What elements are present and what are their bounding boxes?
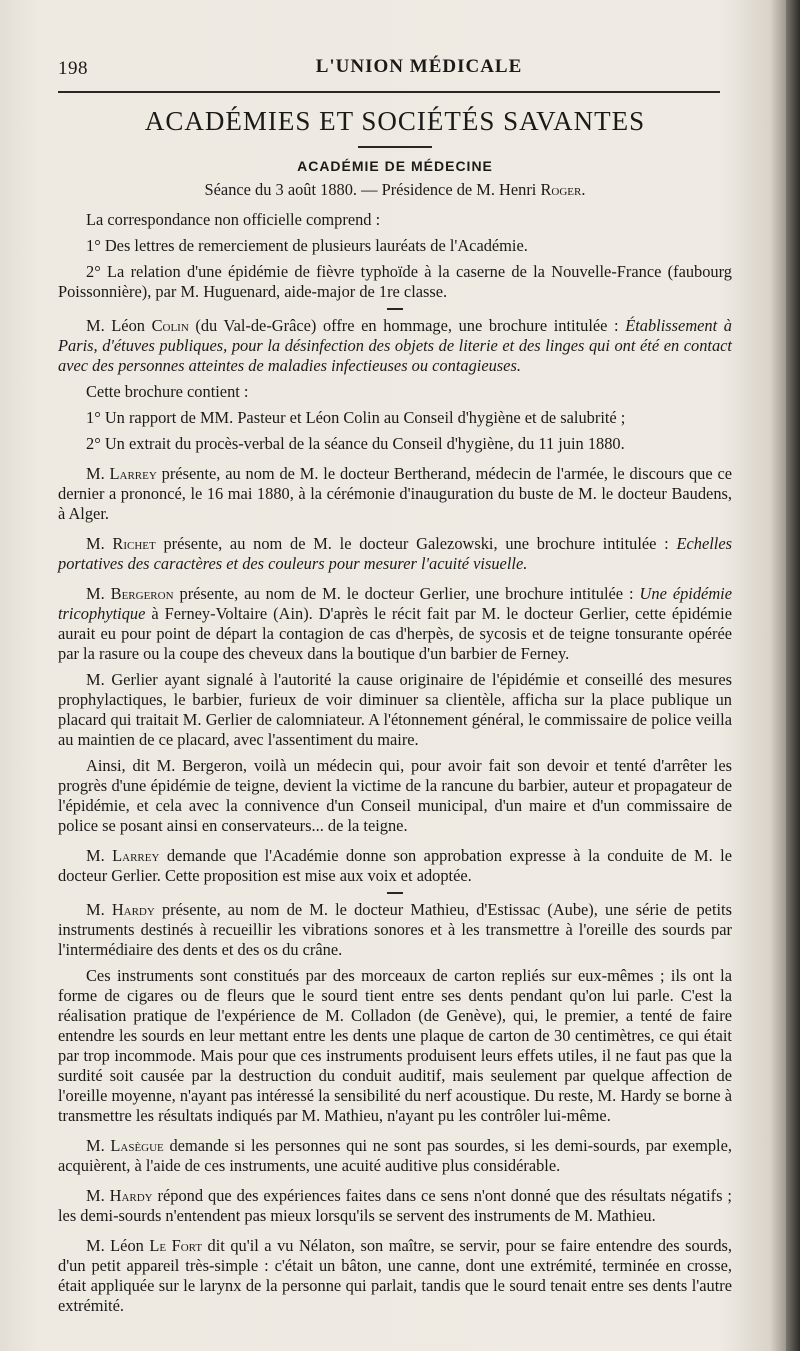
brochure-title: Une épidémie tricophytique: [58, 584, 732, 623]
section-title: ACADÉMIES ET SOCIÉTÉS SAVANTES: [144, 106, 646, 136]
subsection-title: ACADÉMIE DE MÉDECINE: [297, 158, 493, 174]
speaker-name: Bergeron: [110, 584, 174, 603]
speaker-name: Richet: [112, 534, 156, 553]
speaker-name: Lasègue: [110, 1136, 164, 1155]
article-body: [58, 98, 732, 1322]
text: M.: [86, 900, 112, 919]
text: M.: [86, 534, 113, 553]
speaker-name: Le Fort: [149, 1236, 203, 1255]
text: M.: [86, 1136, 111, 1155]
separator-rule: [387, 308, 403, 310]
text: M. Léon: [86, 1236, 150, 1255]
speaker-name: Larrey: [109, 464, 157, 483]
text: présente, au nom de M. le docteur Mathieu, d'Estissac (Aube), une série de petits instruments destinés à recueillir les vibrations sonores et à les transmettre à l'oreille des sourds par l'intermédiaire des dents et des os du crâne.: [58, 900, 732, 959]
speaker-name: Colin: [151, 316, 189, 335]
speaker-name: Larrey: [112, 846, 160, 865]
text: présente, au nom de M. le docteur Galezowski, une brochure intitulée :: [155, 534, 677, 553]
title-rule: [358, 146, 432, 148]
paragraph-le-fort: [58, 1236, 732, 1316]
paragraph-item-rapport: 1° Un rapport de MM. Pasteur et Léon Colin au Conseil d'hygiène et de salubrité ;: [86, 408, 626, 427]
text: répond que des expériences faites dans ce sens n'ont donné que des résultats négatifs ; les demi-sourds n'entendent pas mieux lorsqu'ils se servent des instruments de M. Mathieu.: [58, 1186, 732, 1225]
session-line: [58, 180, 732, 200]
text: à Ferney-Voltaire (Ain). D'après le récit fait par M. le docteur Gerlier, cette épidémie aurait eu pour point de départ la contagion de cas d'herpès, de sycosis et de teigne tonsurante opérée par la rasure ou la coupe des cheveux dans la boutique d'un barbier de Ferney.: [58, 604, 732, 663]
paragraph-hardy-1: [58, 900, 732, 960]
session-suffix: .: [581, 180, 586, 199]
page-edge-shadow: [786, 0, 800, 1351]
text: présente, au nom de M. le docteur Bertherand, médecin de l'armée, le discours que ce dernier a prononcé, le 16 mai 1880, à la cérémonie d'inauguration du buste de M. le docteur Baudens, à Alger.: [58, 464, 732, 523]
text: M.: [86, 1186, 110, 1205]
separator-rule: [387, 892, 403, 894]
paragraph-gerlier: M. Gerlier ayant signalé à l'autorité la cause originaire de l'épidémie et conseillé des mesures prophylactiques, le barbier, furieux de voir diminuer sa clientèle, afficha sur la place publique un placard qui traitait M. Gerlier de calomniateur. A l'étonnement général, le commissaire de police veilla au maintien de ce placard, avec l'assentiment du maire.: [58, 670, 732, 749]
paragraph-richet: [58, 534, 732, 574]
page-number: 198: [58, 58, 88, 79]
paragraph-item-extrait: 2° Un extrait du procès-verbal de la séance du Conseil d'hygiène, du 11 juin 1880.: [86, 434, 625, 453]
brochure-title: Echelles portatives des caractères et des couleurs pour mesurer l'acuité visuelle.: [58, 534, 732, 573]
paragraph-bergeron: [58, 584, 732, 664]
text: (du Val-de-Grâce) offre en hommage, une brochure intitulée :: [188, 316, 626, 335]
paragraph-colin: [58, 316, 732, 376]
brochure-title: Établissement à Paris, d'étuves publiques, pour la désinfection des objets de literie et des linges qui ont été en contact avec des personnes atteintes de maladies infectieuses ou contagieuses.: [58, 316, 732, 375]
paragraph-item-2: 2° La relation d'une épidémie de fièvre typhoïde à la caserne de la Nouvelle-France (faubourg Poissonnière), par M. Huguenard, aide-major de 1re classe.: [58, 262, 732, 301]
text: présente, au nom de M. le docteur Gerlier, une brochure intitulée :: [173, 584, 640, 603]
paragraph-lasegue: [58, 1136, 732, 1176]
text: M.: [86, 464, 110, 483]
session-prefix: Séance du 3 août 1880. — Présidence de M. Henri: [204, 180, 541, 199]
paragraph-instruments: Ces instruments sont constitués par des morceaux de carton repliés sur eux-mêmes ; ils ont la forme de cigares ou de fleurs que le sourd tient entre ses dents pendant qu'on lui parle. C'est la réalisation pratique de l'expérience de M. Colladon (de Genève), qui, le premier, a tenté de faire entendre les sourds en leur mettant entre les dents une plaque de carton de 30 centimètres, ce qui était par trop incommode. Mais pour que ces instruments produisent leurs effets utiles, il ne faut pas que la surdité soit causée par la destruction du conduit auditif, mais seulement par quelque affection de l'oreille moyenne, n'ayant pas intéressé la sensibilité du nerf acoustique. Du reste, M. Hardy se borne à transmettre les résultats indiqués par M. Mathieu, n'ayant pu les contrôler lui-même.: [58, 966, 732, 1125]
paragraph-item-1: 1° Des lettres de remerciement de plusieurs lauréats de l'Académie.: [86, 236, 528, 255]
text: M.: [86, 584, 111, 603]
paragraph-larrey-2: [58, 846, 732, 886]
text: dit qu'il a vu Nélaton, son maître, se servir, pour se faire entendre des sourds, d'un petit appareil très-simple : c'était un bâton, une canne, dont une extrémité, terminée en crosse, était appliquée sur le larynx de la personne qui parlait, tandis que le sourd tenait entre ses dents l'autre extrémité.: [58, 1236, 732, 1315]
speaker-name: Hardy: [109, 1186, 153, 1205]
running-title: L'UNION MÉDICALE: [315, 56, 523, 77]
speaker-name: Hardy: [111, 900, 155, 919]
header-rule: [58, 91, 720, 93]
paragraph-correspondance: La correspondance non officielle comprend :: [86, 210, 381, 229]
paragraph-brochure-contents: Cette brochure contient :: [86, 382, 249, 401]
session-president: Roger: [540, 180, 582, 199]
page-header: [58, 56, 720, 86]
paragraph-ainsi: Ainsi, dit M. Bergeron, voilà un médecin qui, pour avoir fait son devoir et tenté d'arrêter les progrès d'une épidémie de teigne, devient la victime de la rancune du barbier, auteur et propagateur de l'épidémie, et cela avec la connivence d'un Conseil municipal, d'un maire et d'un commissaire de police se posant ainsi en conservateurs... de la teigne.: [58, 756, 732, 835]
text: demande si les personnes qui ne sont pas sourdes, si les demi-sourds, par exemple, acquièrent, à l'aide de ces instruments, une acuité auditive plus considérable.: [58, 1136, 732, 1175]
paragraph-hardy-2: [58, 1186, 732, 1226]
text: demande que l'Académie donne son approbation expresse à la conduite de M. le docteur Gerlier. Cette proposition est mise aux voix et adoptée.: [58, 846, 732, 885]
text: M. Léon: [86, 316, 152, 335]
text: M.: [86, 846, 113, 865]
paragraph-larrey-1: [58, 464, 732, 524]
